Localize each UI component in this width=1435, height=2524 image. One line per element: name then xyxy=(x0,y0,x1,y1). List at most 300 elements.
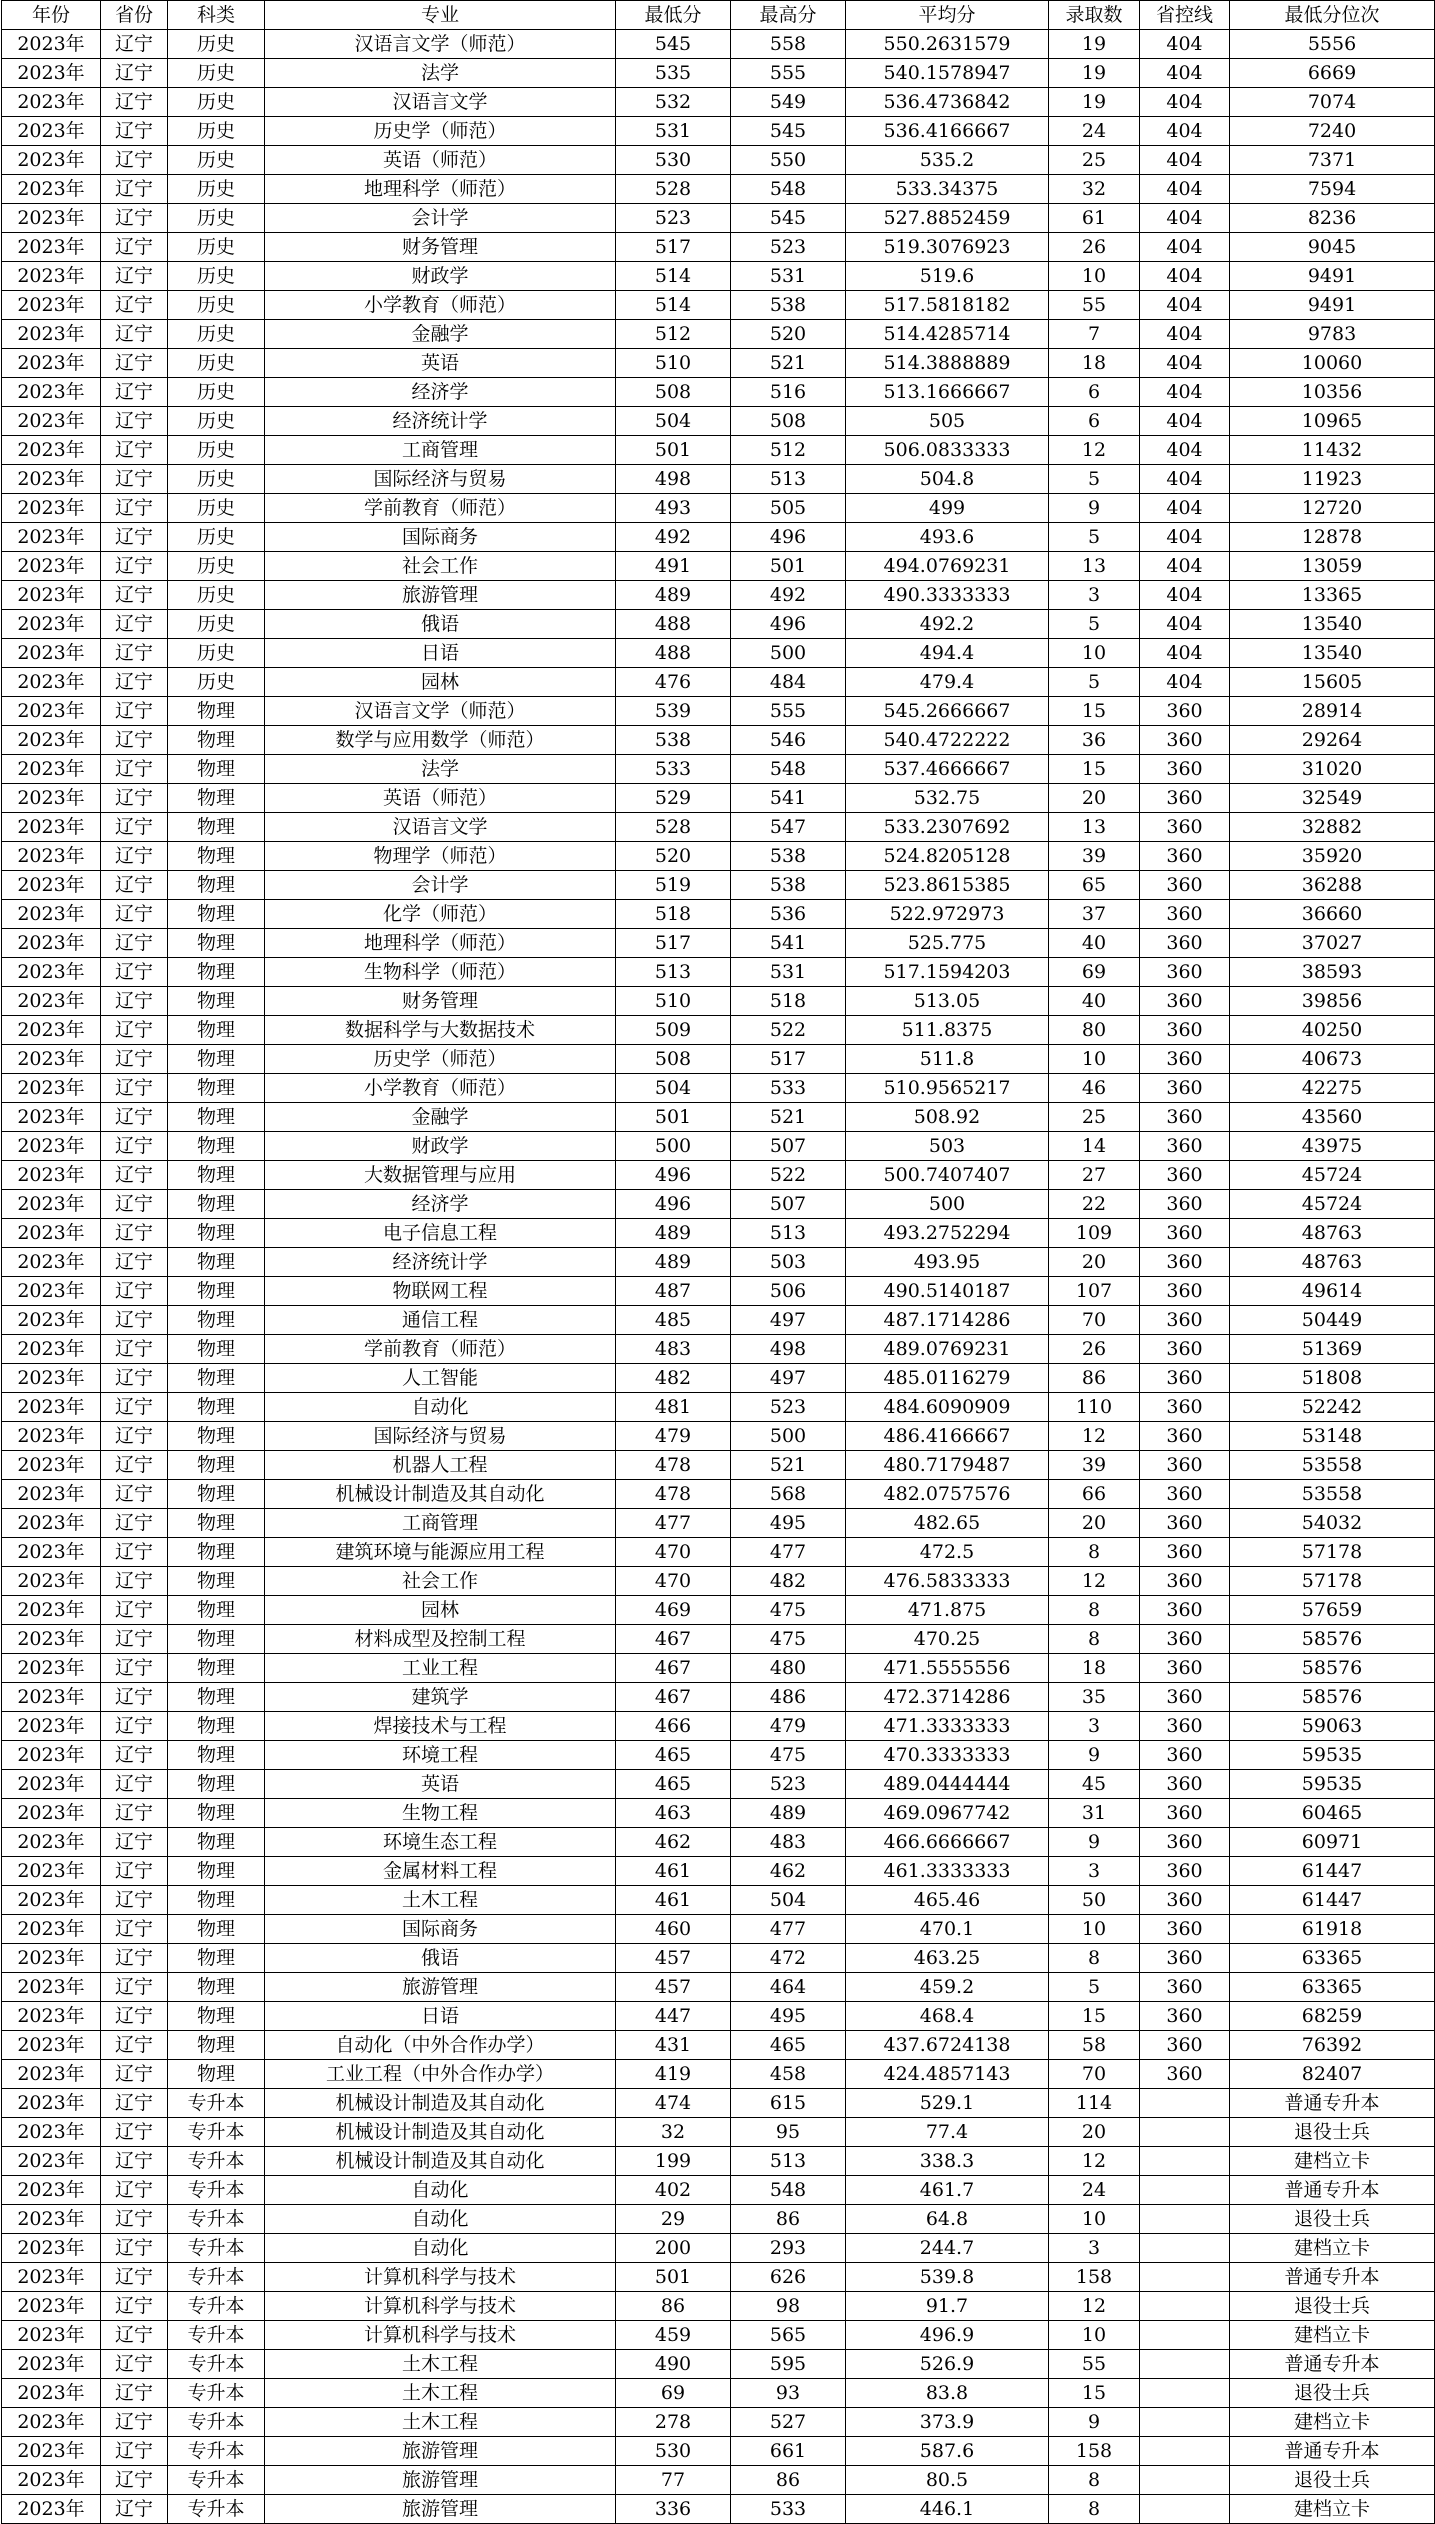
year-cell: 2023年 xyxy=(2,1103,101,1132)
category-cell: 专升本 xyxy=(168,2263,265,2292)
control-line-cell xyxy=(1140,2205,1230,2234)
year-cell: 2023年 xyxy=(2,1509,101,1538)
min-score-cell: 501 xyxy=(616,1103,731,1132)
max-score-cell: 497 xyxy=(731,1306,846,1335)
avg-score-cell: 492.2 xyxy=(846,610,1049,639)
avg-score-cell: 523.8615385 xyxy=(846,871,1049,900)
avg-score-cell: 476.5833333 xyxy=(846,1567,1049,1596)
max-score-cell: 475 xyxy=(731,1596,846,1625)
min-rank-cell: 59063 xyxy=(1230,1712,1435,1741)
max-score-cell: 484 xyxy=(731,668,846,697)
avg-score-cell: 463.25 xyxy=(846,1944,1049,1973)
table-row xyxy=(2,2292,1435,2321)
year-cell: 2023年 xyxy=(2,117,101,146)
min-score-cell: 431 xyxy=(616,2031,731,2060)
avg-score-cell: 472.5 xyxy=(846,1538,1049,1567)
admitted-count-cell: 15 xyxy=(1049,755,1140,784)
admitted-count-cell: 86 xyxy=(1049,1364,1140,1393)
min-score-cell: 470 xyxy=(616,1567,731,1596)
province-cell: 辽宁 xyxy=(101,233,168,262)
province-cell: 辽宁 xyxy=(101,1451,168,1480)
admitted-count-cell: 36 xyxy=(1049,726,1140,755)
table-row xyxy=(2,1799,1435,1828)
max-score-cell: 477 xyxy=(731,1915,846,1944)
admitted-count-cell: 80 xyxy=(1049,1016,1140,1045)
admitted-count-cell: 69 xyxy=(1049,958,1140,987)
min-score-cell: 461 xyxy=(616,1886,731,1915)
major-cell: 园林 xyxy=(265,1596,616,1625)
table-row xyxy=(2,1422,1435,1451)
category-cell: 物理 xyxy=(168,1248,265,1277)
table-row xyxy=(2,291,1435,320)
year-cell: 2023年 xyxy=(2,1770,101,1799)
control-line-cell: 404 xyxy=(1140,668,1230,697)
major-cell: 生物科学（师范） xyxy=(265,958,616,987)
category-cell: 物理 xyxy=(168,842,265,871)
province-cell: 辽宁 xyxy=(101,2292,168,2321)
min-rank-cell: 退役士兵 xyxy=(1230,2292,1435,2321)
min-score-cell: 478 xyxy=(616,1480,731,1509)
min-score-cell: 489 xyxy=(616,1219,731,1248)
category-cell: 专升本 xyxy=(168,2437,265,2466)
year-cell: 2023年 xyxy=(2,1132,101,1161)
category-cell: 历史 xyxy=(168,59,265,88)
avg-score-cell: 519.6 xyxy=(846,262,1049,291)
avg-score-cell: 493.2752294 xyxy=(846,1219,1049,1248)
control-line-cell: 360 xyxy=(1140,1335,1230,1364)
max-score-cell: 293 xyxy=(731,2234,846,2263)
admitted-count-cell: 5 xyxy=(1049,465,1140,494)
category-cell: 历史 xyxy=(168,117,265,146)
avg-score-cell: 486.4166667 xyxy=(846,1422,1049,1451)
major-cell: 地理科学（师范） xyxy=(265,929,616,958)
admitted-count-cell: 15 xyxy=(1049,2379,1140,2408)
min-rank-cell: 63365 xyxy=(1230,1944,1435,1973)
max-score-cell: 518 xyxy=(731,987,846,1016)
table-row xyxy=(2,2350,1435,2379)
min-score-cell: 460 xyxy=(616,1915,731,1944)
min-rank-cell: 50449 xyxy=(1230,1306,1435,1335)
table-row xyxy=(2,1509,1435,1538)
province-cell: 辽宁 xyxy=(101,2205,168,2234)
min-rank-cell: 53148 xyxy=(1230,1422,1435,1451)
province-cell: 辽宁 xyxy=(101,2118,168,2147)
avg-score-cell: 465.46 xyxy=(846,1886,1049,1915)
max-score-cell: 503 xyxy=(731,1248,846,1277)
category-cell: 物理 xyxy=(168,1915,265,1944)
avg-score-cell: 533.34375 xyxy=(846,175,1049,204)
year-cell: 2023年 xyxy=(2,1625,101,1654)
year-cell: 2023年 xyxy=(2,1886,101,1915)
province-cell: 辽宁 xyxy=(101,697,168,726)
min-rank-cell: 58576 xyxy=(1230,1683,1435,1712)
admitted-count-cell: 70 xyxy=(1049,2060,1140,2089)
province-cell: 辽宁 xyxy=(101,1799,168,1828)
province-cell: 辽宁 xyxy=(101,175,168,204)
control-line-cell: 360 xyxy=(1140,1248,1230,1277)
admitted-count-cell: 31 xyxy=(1049,1799,1140,1828)
max-score-cell: 505 xyxy=(731,494,846,523)
min-rank-cell: 10060 xyxy=(1230,349,1435,378)
min-rank-cell: 82407 xyxy=(1230,2060,1435,2089)
category-cell: 物理 xyxy=(168,1103,265,1132)
table-row xyxy=(2,436,1435,465)
min-rank-cell: 36288 xyxy=(1230,871,1435,900)
avg-score-cell: 499 xyxy=(846,494,1049,523)
province-cell: 辽宁 xyxy=(101,1248,168,1277)
admitted-count-cell: 12 xyxy=(1049,2292,1140,2321)
year-cell: 2023年 xyxy=(2,1741,101,1770)
table-row xyxy=(2,552,1435,581)
avg-score-cell: 64.8 xyxy=(846,2205,1049,2234)
table-row xyxy=(2,987,1435,1016)
year-cell: 2023年 xyxy=(2,2205,101,2234)
max-score-cell: 496 xyxy=(731,610,846,639)
control-line-cell: 404 xyxy=(1140,436,1230,465)
min-score-cell: 466 xyxy=(616,1712,731,1741)
table-row xyxy=(2,1741,1435,1770)
category-cell: 历史 xyxy=(168,320,265,349)
province-cell: 辽宁 xyxy=(101,2321,168,2350)
min-score-cell: 530 xyxy=(616,146,731,175)
column-header-admitted-count: 录取数 xyxy=(1049,1,1140,30)
min-rank-cell: 13540 xyxy=(1230,610,1435,639)
province-cell: 辽宁 xyxy=(101,1596,168,1625)
category-cell: 历史 xyxy=(168,639,265,668)
control-line-cell: 360 xyxy=(1140,1190,1230,1219)
major-cell: 经济统计学 xyxy=(265,1248,616,1277)
admitted-count-cell: 37 xyxy=(1049,900,1140,929)
province-cell: 辽宁 xyxy=(101,1161,168,1190)
min-score-cell: 496 xyxy=(616,1190,731,1219)
major-cell: 旅游管理 xyxy=(265,581,616,610)
province-cell: 辽宁 xyxy=(101,1538,168,1567)
max-score-cell: 545 xyxy=(731,117,846,146)
control-line-cell xyxy=(1140,2495,1230,2524)
province-cell: 辽宁 xyxy=(101,1567,168,1596)
control-line-cell: 404 xyxy=(1140,552,1230,581)
province-cell: 辽宁 xyxy=(101,2234,168,2263)
admitted-count-cell: 14 xyxy=(1049,1132,1140,1161)
major-cell: 旅游管理 xyxy=(265,2437,616,2466)
admitted-count-cell: 10 xyxy=(1049,262,1140,291)
min-score-cell: 447 xyxy=(616,2002,731,2031)
major-cell: 园林 xyxy=(265,668,616,697)
year-cell: 2023年 xyxy=(2,378,101,407)
province-cell: 辽宁 xyxy=(101,1045,168,1074)
avg-score-cell: 471.5555556 xyxy=(846,1654,1049,1683)
min-rank-cell: 普通专升本 xyxy=(1230,2437,1435,2466)
category-cell: 历史 xyxy=(168,610,265,639)
admitted-count-cell: 55 xyxy=(1049,2350,1140,2379)
min-score-cell: 477 xyxy=(616,1509,731,1538)
admitted-count-cell: 46 xyxy=(1049,1074,1140,1103)
province-cell: 辽宁 xyxy=(101,1654,168,1683)
major-cell: 小学教育（师范） xyxy=(265,1074,616,1103)
category-cell: 历史 xyxy=(168,378,265,407)
major-cell: 土木工程 xyxy=(265,2350,616,2379)
year-cell: 2023年 xyxy=(2,1277,101,1306)
table-row xyxy=(2,697,1435,726)
admitted-count-cell: 15 xyxy=(1049,697,1140,726)
category-cell: 物理 xyxy=(168,2060,265,2089)
max-score-cell: 555 xyxy=(731,697,846,726)
max-score-cell: 500 xyxy=(731,639,846,668)
province-cell: 辽宁 xyxy=(101,813,168,842)
category-cell: 物理 xyxy=(168,929,265,958)
admitted-count-cell: 8 xyxy=(1049,1625,1140,1654)
category-cell: 物理 xyxy=(168,1683,265,1712)
category-cell: 物理 xyxy=(168,697,265,726)
major-cell: 土木工程 xyxy=(265,2408,616,2437)
control-line-cell: 404 xyxy=(1140,291,1230,320)
min-score-cell: 69 xyxy=(616,2379,731,2408)
year-cell: 2023年 xyxy=(2,1944,101,1973)
min-score-cell: 490 xyxy=(616,2350,731,2379)
min-score-cell: 493 xyxy=(616,494,731,523)
min-rank-cell: 9491 xyxy=(1230,262,1435,291)
min-rank-cell: 退役士兵 xyxy=(1230,2466,1435,2495)
major-cell: 金属材料工程 xyxy=(265,1857,616,1886)
avg-score-cell: 461.3333333 xyxy=(846,1857,1049,1886)
control-line-cell: 360 xyxy=(1140,929,1230,958)
min-rank-cell: 13365 xyxy=(1230,581,1435,610)
column-header-year: 年份 xyxy=(2,1,101,30)
min-score-cell: 488 xyxy=(616,610,731,639)
year-cell: 2023年 xyxy=(2,1335,101,1364)
avg-score-cell: 461.7 xyxy=(846,2176,1049,2205)
avg-score-cell: 338.3 xyxy=(846,2147,1049,2176)
min-rank-cell: 7074 xyxy=(1230,88,1435,117)
year-cell: 2023年 xyxy=(2,755,101,784)
major-cell: 历史学（师范） xyxy=(265,1045,616,1074)
admitted-count-cell: 24 xyxy=(1049,117,1140,146)
year-cell: 2023年 xyxy=(2,929,101,958)
header-row xyxy=(2,1,1435,30)
year-cell: 2023年 xyxy=(2,1973,101,2002)
control-line-cell: 404 xyxy=(1140,639,1230,668)
avg-score-cell: 468.4 xyxy=(846,2002,1049,2031)
admitted-count-cell: 9 xyxy=(1049,1828,1140,1857)
max-score-cell: 497 xyxy=(731,1364,846,1393)
min-score-cell: 514 xyxy=(616,291,731,320)
major-cell: 数学与应用数学（师范） xyxy=(265,726,616,755)
table-row xyxy=(2,1364,1435,1393)
max-score-cell: 568 xyxy=(731,1480,846,1509)
min-rank-cell: 9783 xyxy=(1230,320,1435,349)
admitted-count-cell: 27 xyxy=(1049,1161,1140,1190)
major-cell: 自动化 xyxy=(265,1393,616,1422)
max-score-cell: 523 xyxy=(731,1393,846,1422)
major-cell: 财政学 xyxy=(265,1132,616,1161)
province-cell: 辽宁 xyxy=(101,2408,168,2437)
min-score-cell: 504 xyxy=(616,407,731,436)
table-row xyxy=(2,117,1435,146)
admitted-count-cell: 40 xyxy=(1049,929,1140,958)
table-row xyxy=(2,2408,1435,2437)
avg-score-cell: 508.92 xyxy=(846,1103,1049,1132)
admitted-count-cell: 20 xyxy=(1049,2118,1140,2147)
max-score-cell: 516 xyxy=(731,378,846,407)
min-score-cell: 504 xyxy=(616,1074,731,1103)
min-score-cell: 336 xyxy=(616,2495,731,2524)
avg-score-cell: 550.2631579 xyxy=(846,30,1049,59)
avg-score-cell: 77.4 xyxy=(846,2118,1049,2147)
category-cell: 历史 xyxy=(168,146,265,175)
table-row xyxy=(2,1103,1435,1132)
avg-score-cell: 493.6 xyxy=(846,523,1049,552)
year-cell: 2023年 xyxy=(2,1683,101,1712)
avg-score-cell: 587.6 xyxy=(846,2437,1049,2466)
province-cell: 辽宁 xyxy=(101,2176,168,2205)
year-cell: 2023年 xyxy=(2,1915,101,1944)
admitted-count-cell: 10 xyxy=(1049,2321,1140,2350)
province-cell: 辽宁 xyxy=(101,610,168,639)
table-row xyxy=(2,146,1435,175)
category-cell: 物理 xyxy=(168,1045,265,1074)
control-line-cell: 404 xyxy=(1140,523,1230,552)
avg-score-cell: 514.3888889 xyxy=(846,349,1049,378)
min-rank-cell: 普通专升本 xyxy=(1230,2089,1435,2118)
major-cell: 经济学 xyxy=(265,1190,616,1219)
min-score-cell: 463 xyxy=(616,1799,731,1828)
min-rank-cell: 57178 xyxy=(1230,1567,1435,1596)
province-cell: 辽宁 xyxy=(101,146,168,175)
category-cell: 物理 xyxy=(168,1335,265,1364)
year-cell: 2023年 xyxy=(2,146,101,175)
max-score-cell: 522 xyxy=(731,1016,846,1045)
year-cell: 2023年 xyxy=(2,204,101,233)
major-cell: 机械设计制造及其自动化 xyxy=(265,1480,616,1509)
control-line-cell xyxy=(1140,2147,1230,2176)
admitted-count-cell: 26 xyxy=(1049,1335,1140,1364)
year-cell: 2023年 xyxy=(2,1712,101,1741)
min-score-cell: 510 xyxy=(616,349,731,378)
admitted-count-cell: 19 xyxy=(1049,30,1140,59)
admitted-count-cell: 158 xyxy=(1049,2263,1140,2292)
max-score-cell: 527 xyxy=(731,2408,846,2437)
year-cell: 2023年 xyxy=(2,784,101,813)
province-cell: 辽宁 xyxy=(101,900,168,929)
max-score-cell: 546 xyxy=(731,726,846,755)
max-score-cell: 538 xyxy=(731,871,846,900)
category-cell: 物理 xyxy=(168,1770,265,1799)
table-row xyxy=(2,610,1435,639)
min-rank-cell: 36660 xyxy=(1230,900,1435,929)
min-score-cell: 483 xyxy=(616,1335,731,1364)
control-line-cell: 404 xyxy=(1140,59,1230,88)
avg-score-cell: 514.4285714 xyxy=(846,320,1049,349)
category-cell: 专升本 xyxy=(168,2147,265,2176)
table-row xyxy=(2,1277,1435,1306)
min-rank-cell: 29264 xyxy=(1230,726,1435,755)
year-cell: 2023年 xyxy=(2,1074,101,1103)
year-cell: 2023年 xyxy=(2,2292,101,2321)
year-cell: 2023年 xyxy=(2,1538,101,1567)
min-rank-cell: 10965 xyxy=(1230,407,1435,436)
column-header-major: 专业 xyxy=(265,1,616,30)
year-cell: 2023年 xyxy=(2,1828,101,1857)
min-rank-cell: 51369 xyxy=(1230,1335,1435,1364)
major-cell: 英语 xyxy=(265,349,616,378)
category-cell: 物理 xyxy=(168,1277,265,1306)
avg-score-cell: 484.6090909 xyxy=(846,1393,1049,1422)
column-header-control-line: 省控线 xyxy=(1140,1,1230,30)
avg-score-cell: 545.2666667 xyxy=(846,697,1049,726)
major-cell: 财务管理 xyxy=(265,987,616,1016)
major-cell: 旅游管理 xyxy=(265,2466,616,2495)
avg-score-cell: 533.2307692 xyxy=(846,813,1049,842)
table-row xyxy=(2,378,1435,407)
major-cell: 社会工作 xyxy=(265,552,616,581)
major-cell: 计算机科学与技术 xyxy=(265,2292,616,2321)
control-line-cell: 360 xyxy=(1140,1480,1230,1509)
year-cell: 2023年 xyxy=(2,1248,101,1277)
admitted-count-cell: 3 xyxy=(1049,581,1140,610)
category-cell: 专升本 xyxy=(168,2495,265,2524)
avg-score-cell: 437.6724138 xyxy=(846,2031,1049,2060)
year-cell: 2023年 xyxy=(2,1161,101,1190)
category-cell: 物理 xyxy=(168,1741,265,1770)
control-line-cell: 360 xyxy=(1140,1683,1230,1712)
max-score-cell: 486 xyxy=(731,1683,846,1712)
min-rank-cell: 建档立卡 xyxy=(1230,2495,1435,2524)
max-score-cell: 513 xyxy=(731,465,846,494)
control-line-cell: 360 xyxy=(1140,842,1230,871)
min-score-cell: 514 xyxy=(616,262,731,291)
major-cell: 环境工程 xyxy=(265,1741,616,1770)
control-line-cell: 360 xyxy=(1140,1973,1230,2002)
admitted-count-cell: 18 xyxy=(1049,1654,1140,1683)
min-rank-cell: 57659 xyxy=(1230,1596,1435,1625)
table-row xyxy=(2,1770,1435,1799)
admitted-count-cell: 15 xyxy=(1049,2002,1140,2031)
avg-score-cell: 493.95 xyxy=(846,1248,1049,1277)
control-line-cell: 360 xyxy=(1140,871,1230,900)
province-cell: 辽宁 xyxy=(101,2147,168,2176)
min-rank-cell: 43560 xyxy=(1230,1103,1435,1132)
year-cell: 2023年 xyxy=(2,581,101,610)
major-cell: 数据科学与大数据技术 xyxy=(265,1016,616,1045)
table-row xyxy=(2,2147,1435,2176)
province-cell: 辽宁 xyxy=(101,117,168,146)
avg-score-cell: 471.875 xyxy=(846,1596,1049,1625)
major-cell: 环境生态工程 xyxy=(265,1828,616,1857)
table-row xyxy=(2,465,1435,494)
control-line-cell: 360 xyxy=(1140,1596,1230,1625)
table-row xyxy=(2,59,1435,88)
category-cell: 物理 xyxy=(168,1944,265,1973)
min-score-cell: 467 xyxy=(616,1654,731,1683)
min-score-cell: 528 xyxy=(616,813,731,842)
category-cell: 历史 xyxy=(168,262,265,291)
avg-score-cell: 466.6666667 xyxy=(846,1828,1049,1857)
column-header-avg-score: 平均分 xyxy=(846,1,1049,30)
min-score-cell: 465 xyxy=(616,1770,731,1799)
control-line-cell xyxy=(1140,2089,1230,2118)
major-cell: 计算机科学与技术 xyxy=(265,2263,616,2292)
major-cell: 建筑环境与能源应用工程 xyxy=(265,1538,616,1567)
min-score-cell: 488 xyxy=(616,639,731,668)
min-rank-cell: 52242 xyxy=(1230,1393,1435,1422)
table-row xyxy=(2,1016,1435,1045)
year-cell: 2023年 xyxy=(2,320,101,349)
min-score-cell: 538 xyxy=(616,726,731,755)
year-cell: 2023年 xyxy=(2,30,101,59)
table-row xyxy=(2,2089,1435,2118)
table-row xyxy=(2,1451,1435,1480)
category-cell: 历史 xyxy=(168,465,265,494)
